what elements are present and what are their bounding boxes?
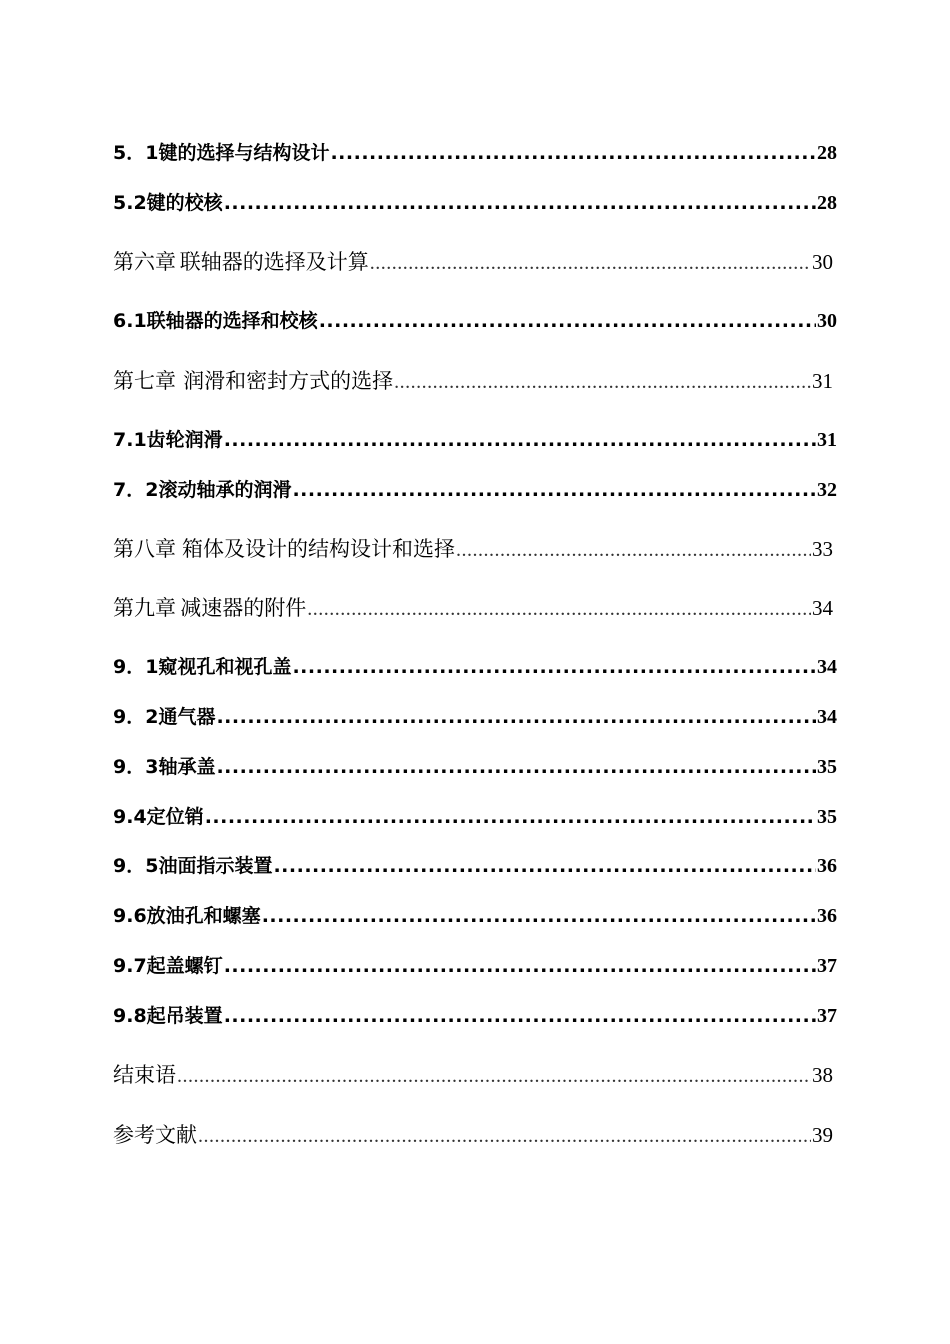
toc-entry-number: 9.4	[113, 806, 147, 828]
toc-entry[interactable]	[113, 802, 837, 829]
toc-entry-number: 9．3	[113, 756, 159, 778]
dot-leader	[319, 310, 816, 332]
toc-entry-number: 5．1	[113, 142, 159, 164]
toc-chapter-entry[interactable]	[113, 533, 833, 563]
toc-entry-page: 34	[817, 656, 837, 678]
dot-leader	[456, 539, 811, 562]
toc-entry-number: 9．5	[113, 855, 159, 877]
toc-entry-number: 7.1	[113, 429, 147, 451]
dot-leader	[205, 806, 816, 828]
toc-entry-title: 油面指示装置	[158, 855, 273, 877]
toc-entry-title: 定位销	[146, 806, 204, 828]
dot-leader	[216, 756, 816, 778]
toc-entry-title: 放油孔和螺塞	[146, 905, 261, 927]
toc-entry[interactable]	[113, 306, 837, 333]
toc-entry-number: 6.1	[113, 310, 147, 332]
dot-leader	[224, 1005, 816, 1027]
toc-entry-page: 28	[817, 142, 837, 164]
toc-entry-number: 9.7	[113, 955, 147, 977]
toc-entry-page: 30	[817, 310, 837, 332]
toc-chapter-entry[interactable]	[113, 592, 833, 622]
toc-entry-page: 38	[812, 1063, 833, 1087]
toc-entry-title: 起吊装置	[146, 1005, 223, 1027]
toc-entry[interactable]	[113, 475, 837, 502]
toc-entry-page: 35	[817, 806, 837, 828]
toc-entry-title: 轴承盖	[158, 756, 216, 778]
toc-entry-number: 9．1	[113, 656, 159, 678]
toc-entry[interactable]	[113, 752, 837, 779]
toc-entry-title: 键的选择与结构设计	[158, 142, 330, 164]
toc-entry-page: 34	[817, 706, 837, 728]
toc-entry-title: 通气器	[158, 706, 216, 728]
toc-entry[interactable]	[113, 652, 837, 679]
dot-leader	[273, 855, 816, 877]
toc-entry-page: 31	[812, 369, 833, 393]
toc-entry-title: 窥视孔和视孔盖	[158, 656, 292, 678]
toc-entry[interactable]	[113, 901, 837, 928]
toc-chapter-title: 箱体及设计的结构设计和选择	[182, 537, 456, 561]
toc-entry[interactable]	[113, 702, 837, 729]
dot-leader	[216, 706, 816, 728]
toc-entry-title: 联轴器的选择和校核	[146, 310, 318, 332]
dot-leader	[370, 252, 811, 275]
toc-chapter-number: 第九章	[113, 596, 176, 620]
toc-chapter-number: 第七章	[113, 369, 176, 393]
dot-leader	[330, 142, 816, 164]
toc-entry[interactable]	[113, 138, 837, 165]
toc-entry-page: 31	[817, 429, 837, 451]
toc-chapter-entry[interactable]	[113, 1119, 833, 1149]
toc-entry-page: 30	[812, 250, 833, 274]
toc-entry-page: 34	[812, 596, 833, 620]
dot-leader	[394, 371, 811, 394]
dot-leader	[307, 598, 811, 621]
dot-leader	[177, 1065, 811, 1088]
toc-entry[interactable]	[113, 188, 837, 215]
toc-entry-number: 9.8	[113, 1005, 147, 1027]
toc-chapter-title: 减速器的附件	[180, 596, 307, 620]
toc-entry[interactable]	[113, 851, 837, 878]
dot-leader	[224, 429, 816, 451]
toc-chapter-entry[interactable]	[113, 1059, 833, 1089]
dot-leader	[262, 905, 816, 927]
toc-entry-page: 35	[817, 756, 837, 778]
toc-entry[interactable]	[113, 1001, 837, 1028]
toc-chapter-number: 第八章	[113, 537, 176, 561]
dot-leader	[224, 192, 816, 214]
toc-chapter-entry[interactable]	[113, 365, 833, 395]
toc-entry[interactable]	[113, 951, 837, 978]
toc-entry-number: 7．2	[113, 479, 159, 501]
toc-entry-page: 36	[817, 905, 837, 927]
toc-entry-page: 37	[817, 1005, 837, 1027]
toc-entry-page: 36	[817, 855, 837, 877]
toc-chapter-title: 结束语	[113, 1063, 176, 1087]
toc-entry-number: 9.6	[113, 905, 147, 927]
toc-entry-title: 齿轮润滑	[146, 429, 223, 451]
toc-entry-page: 33	[812, 537, 833, 561]
toc-entry-page: 39	[812, 1123, 833, 1147]
toc-entry[interactable]	[113, 425, 837, 452]
toc-entry-title: 起盖螺钉	[146, 955, 223, 977]
toc-chapter-title: 参考文献	[113, 1123, 197, 1147]
toc-chapter-entry[interactable]	[113, 246, 833, 276]
toc-chapter-title: 润滑和密封方式的选择	[183, 369, 394, 393]
toc-entry-page: 37	[817, 955, 837, 977]
toc-entry-page: 32	[817, 479, 837, 501]
dot-leader	[292, 656, 816, 678]
dot-leader	[198, 1125, 811, 1148]
toc-entry-number: 5.2	[113, 192, 147, 214]
dot-leader	[224, 955, 816, 977]
toc-entry-title: 键的校核	[146, 192, 223, 214]
toc-entry-page: 28	[817, 192, 837, 214]
dot-leader	[292, 479, 816, 501]
toc-entry-title: 滚动轴承的润滑	[158, 479, 292, 501]
toc-chapter-number: 第六章	[113, 250, 176, 274]
toc-entry-number: 9．2	[113, 706, 159, 728]
toc-chapter-title: 联轴器的选择及计算	[179, 250, 369, 274]
